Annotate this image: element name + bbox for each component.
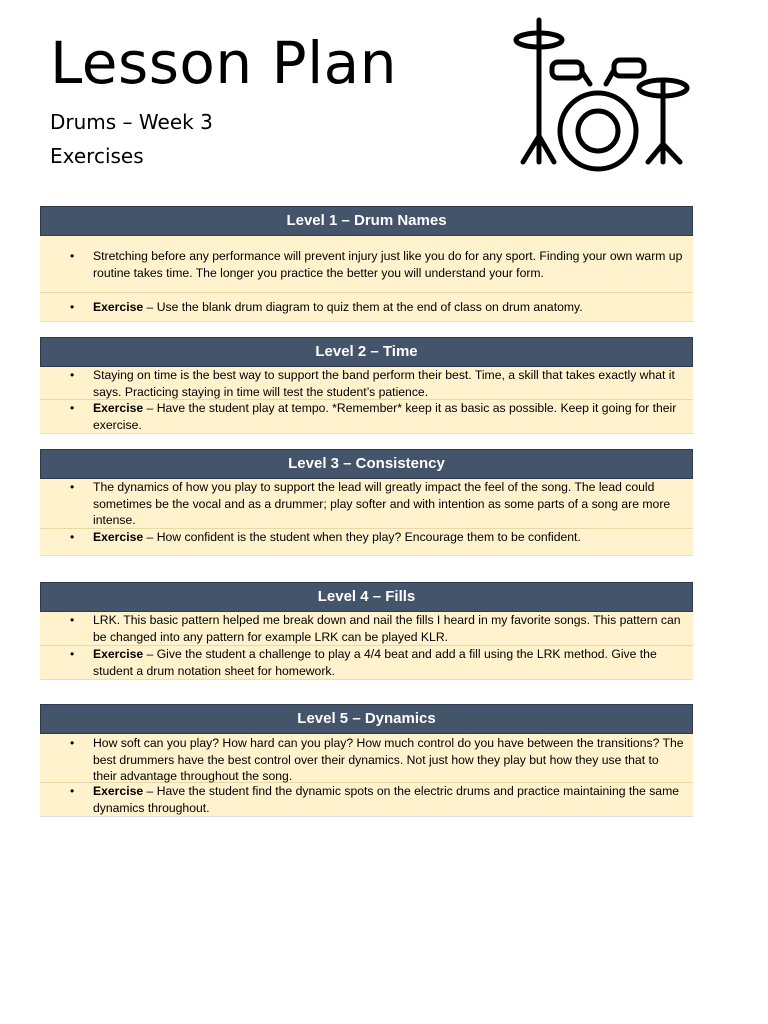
level-1-header: Level 1 – Drum Names: [40, 206, 693, 236]
level-5-intro-item: [40, 734, 693, 783]
section-label: Exercises: [50, 144, 144, 168]
level-4-table: [40, 582, 693, 680]
level-5-exercise-item: [40, 783, 693, 817]
level-3-intro-item: [40, 479, 693, 529]
level-2-exercise-text: – Have the student play at tempo. *Remember* keep it as basic as possible. Keep it going for their exercise.: [93, 401, 677, 432]
bullet-icon: •: [70, 647, 75, 661]
drum-kit-icon: [508, 14, 698, 180]
bullet-icon: •: [70, 300, 75, 314]
level-5-body: [40, 734, 693, 817]
level-1-exercise-item: [40, 293, 693, 322]
bullet-icon: •: [70, 613, 75, 627]
level-3-exercise-text: – How confident is the student when they play? Encourage them to be confident.: [143, 530, 581, 544]
bullet-icon: •: [70, 530, 75, 544]
level-1-table: [40, 206, 693, 322]
level-1-exercise-text: – Use the blank drum diagram to quiz them at the end of class on drum anatomy.: [143, 300, 583, 314]
bullet-icon: •: [70, 368, 75, 382]
level-1-intro-item: [40, 236, 693, 293]
bullet-icon: •: [70, 249, 75, 263]
level-5-table: [40, 704, 693, 817]
level-5-exercise-text: – Have the student find the dynamic spots on the electric drums and practice maintaining the same dynamics throughout.: [93, 784, 680, 815]
level-5-header: Level 5 – Dynamics: [40, 704, 693, 734]
bullet-icon: •: [70, 401, 75, 415]
level-1-exercise-label: Exercise: [93, 300, 144, 314]
level-2-intro-item: [40, 367, 693, 400]
level-3-body: [40, 479, 693, 556]
level-2-intro-text: Staying on time is the best way to support the band perform their best. Time, a skill that takes exactly what it says. Practicing staying in time will test the student’s patience.: [93, 368, 675, 399]
level-3-exercise-item: [40, 529, 693, 556]
level-3-header: Level 3 – Consistency: [40, 449, 693, 479]
level-4-intro-text: LRK. This basic pattern helped me break down and nail the fills I heard in my favorite songs. This pattern can be changed into any pattern for example LRK can be played KLR.: [93, 613, 681, 644]
level-4-header: Level 4 – Fills: [40, 582, 693, 612]
level-4-intro-item: [40, 612, 693, 646]
bullet-icon: •: [70, 784, 75, 798]
level-3-exercise-label: Exercise: [93, 530, 144, 544]
level-4-body: [40, 612, 693, 680]
level-5-intro-text: How soft can you play? How hard can you play? How much control do you have between the transitions? The best drummers have the best control over their dynamics. Not just how they play but how they use that to their advantage throughout the song.: [93, 736, 684, 783]
level-4-exercise-item: [40, 646, 693, 680]
page-title: Lesson Plan: [50, 29, 397, 97]
level-2-table: [40, 337, 693, 434]
level-3-intro-text: The dynamics of how you play to support the lead will greatly impact the feel of the song. The lead could sometimes be the vocal and as a drummer; play softer and with intention as some parts of a song are more intense.: [93, 480, 671, 527]
level-1-body: [40, 236, 693, 322]
level-1-intro-text: Stretching before any performance will prevent injury just like you do for any sport. Finding your own warm up routine takes time. The longer you practice the better you will understand your form.: [93, 249, 683, 280]
bullet-icon: •: [70, 480, 75, 494]
level-5-exercise-label: Exercise: [93, 784, 144, 798]
page-subtitle: Drums – Week 3: [50, 110, 213, 134]
level-2-exercise-label: Exercise: [93, 401, 144, 415]
level-2-header: Level 2 – Time: [40, 337, 693, 367]
level-3-table: [40, 449, 693, 556]
bullet-icon: •: [70, 736, 75, 750]
level-4-exercise-text: – Give the student a challenge to play a 4/4 beat and add a fill using the LRK method. Give the student a drum notation sheet for homework.: [93, 647, 657, 678]
level-2-exercise-item: [40, 400, 693, 434]
level-2-body: [40, 367, 693, 434]
level-4-exercise-label: Exercise: [93, 647, 144, 661]
